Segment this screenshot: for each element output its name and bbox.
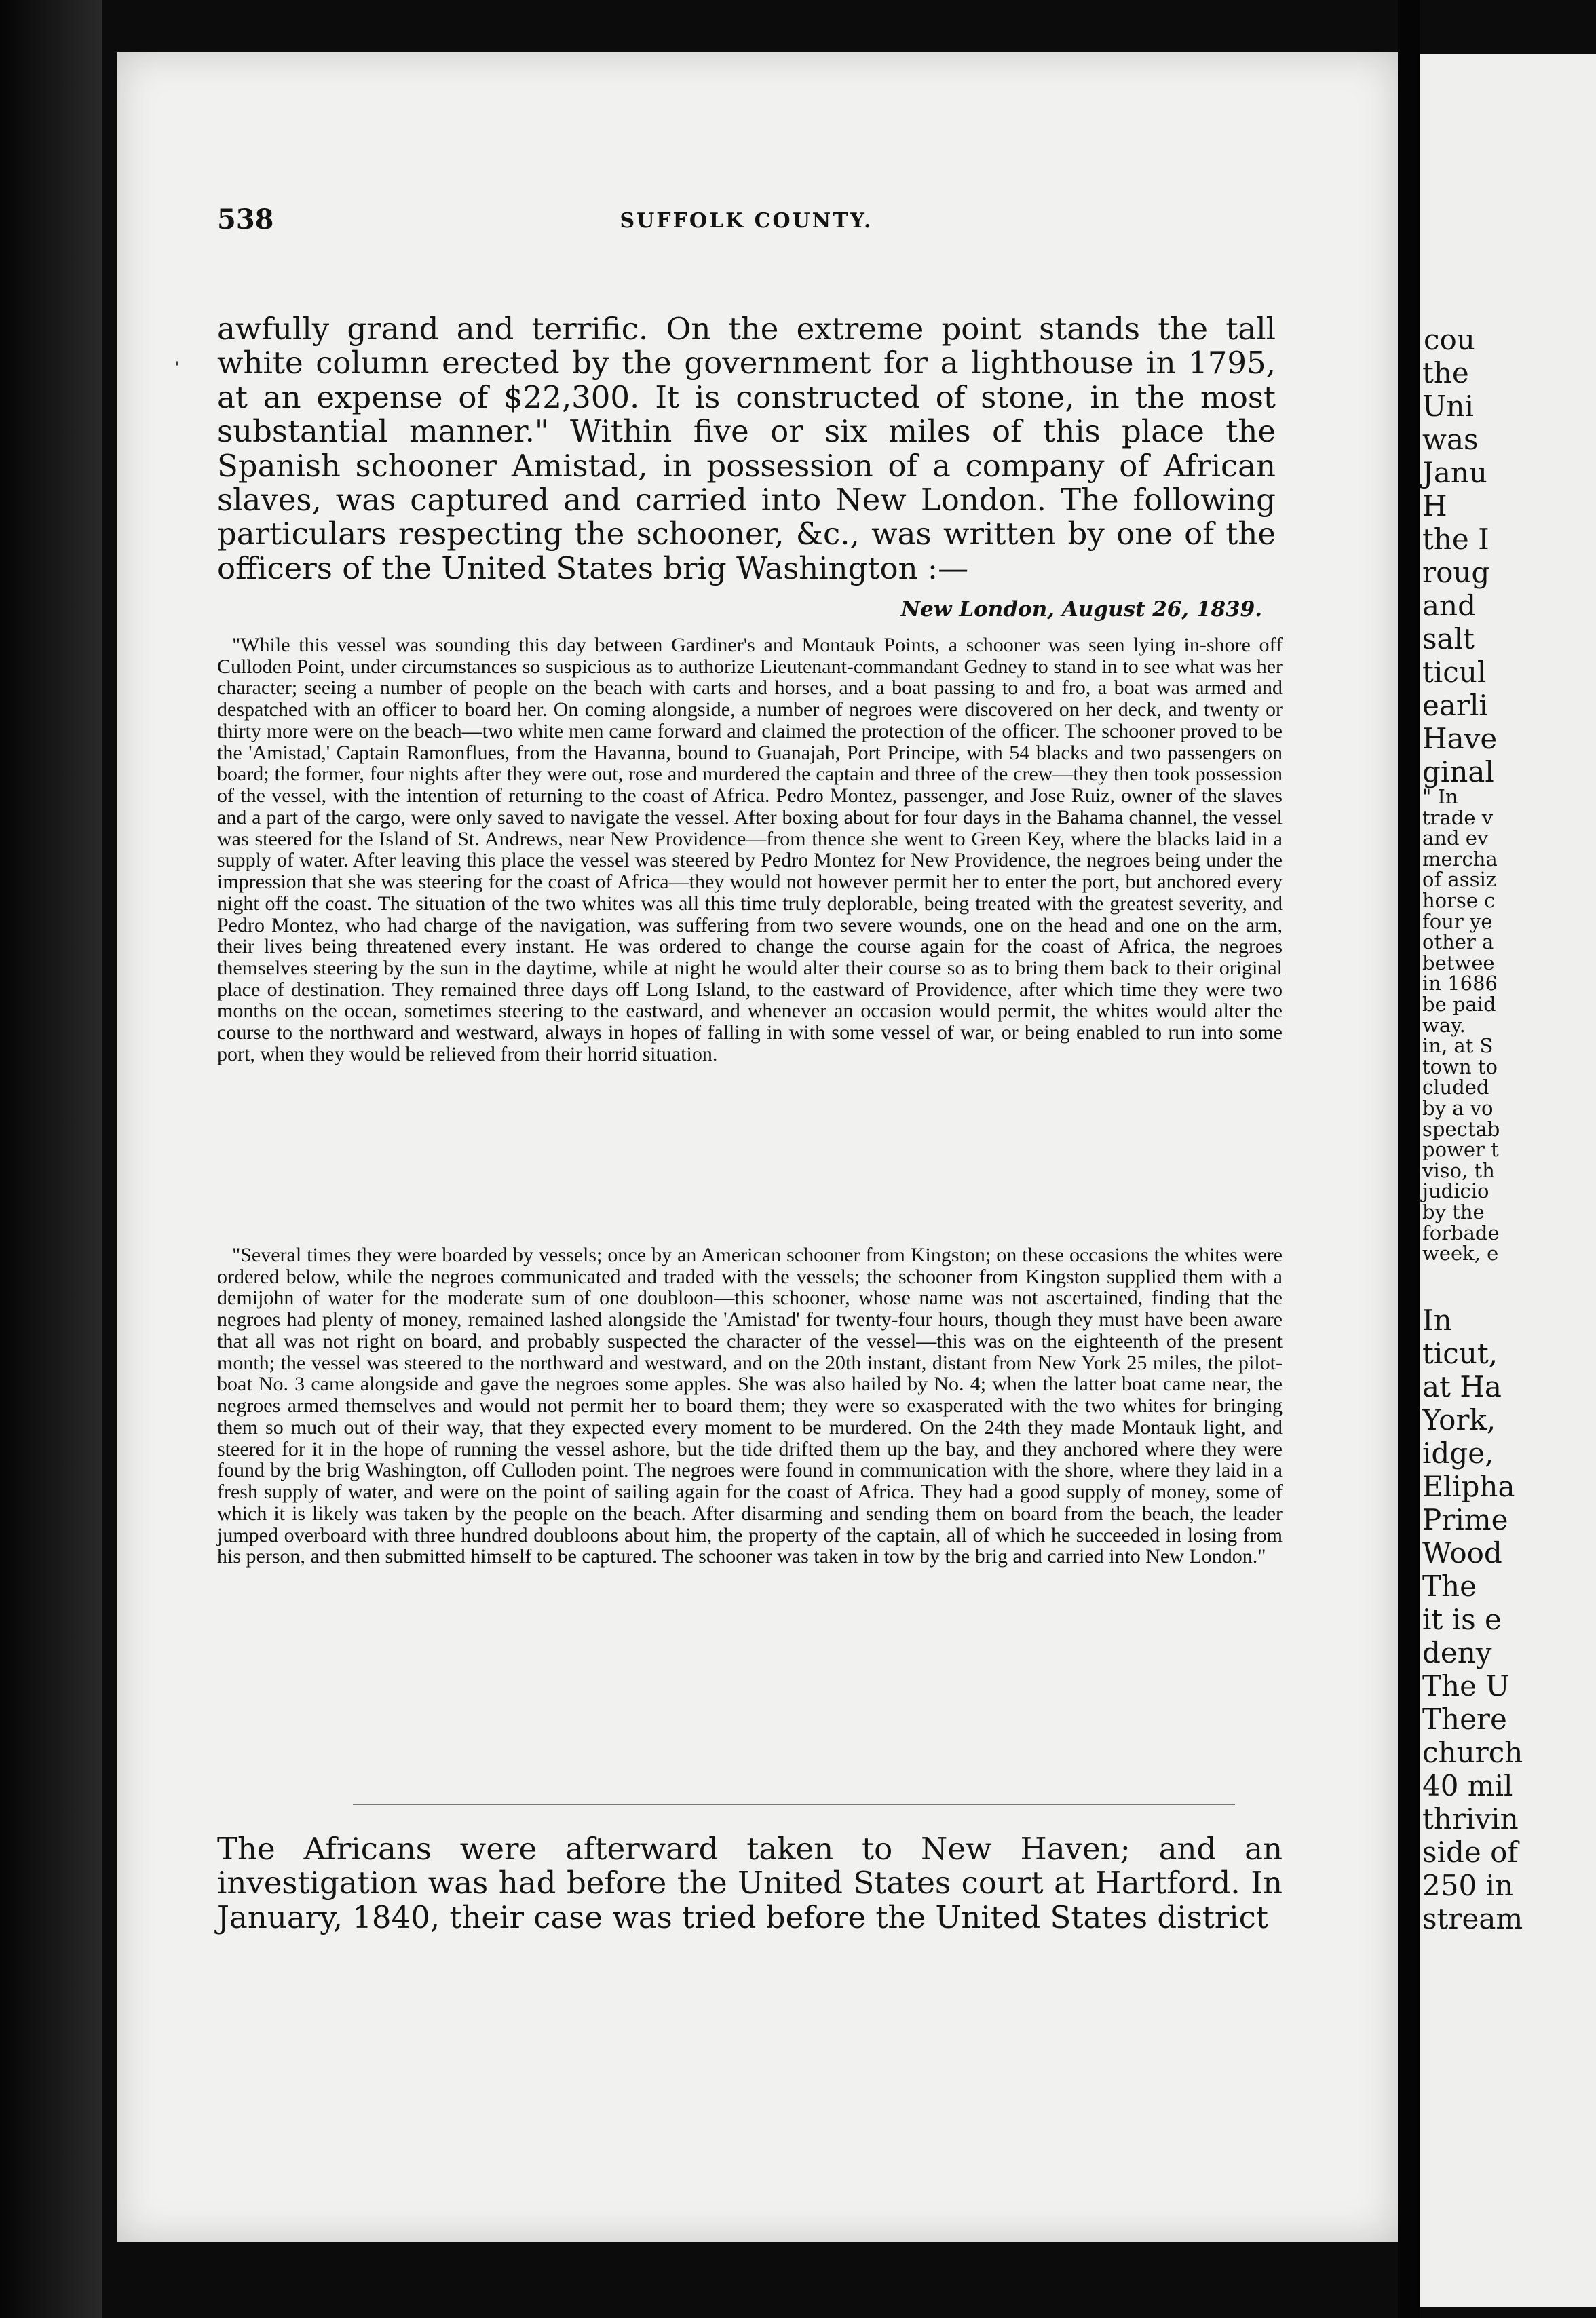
right-page-fragment: town to [1422, 1054, 1498, 1078]
running-head-title: SUFFOLK COUNTY. [620, 209, 873, 233]
right-page-fragment: There [1422, 1703, 1507, 1736]
right-page-fragment: H [1422, 489, 1447, 522]
right-page-fragment: forbade [1422, 1221, 1500, 1244]
right-page-fragment: spectab [1422, 1117, 1500, 1141]
right-page-fragment: the I [1422, 522, 1489, 556]
right-page-fragment: Elipha [1422, 1470, 1515, 1503]
book-gutter [1398, 0, 1420, 2318]
right-page-fragment: in, at S [1422, 1034, 1494, 1058]
right-page-fragment: 40 mil [1422, 1769, 1513, 1802]
right-page-fragment: be paid [1422, 993, 1496, 1016]
quote-paragraph-2: "Several times they were boarded by vessels; once by an American schooner from Kingston; on these occasions the whites were ordered below, while the negroes communicated and traded with the vessels; the schooner from Kingston supplied them with a demijohn of water for the moderate sum of one doubloon—this schooner, whose name was not ascertained, finding that the negroes had plenty of money, remained lashed alongside the 'Amistad' for twenty-four hours, though they must have been aware that all was not right on board, and probably suspected the character of the vessel—this was on the eighteenth of the present month; the vessel was steered to the northward and westward, and on the 20th instant, distant from New York 25 miles, the pilot-boat No. 3 came alongside and gave the negroes some apples. She was also hailed by No. 4; when the latter boat came near, the negroes armed themselves and would not permit her to board them; they were so exasperated with the two whites for bringing them so much out of their way, that they expected every moment to be murdered. On the 24th they made Montauk light, and steered for it in the hope of running the vessel ashore, but the tide drifted them up the bay, and they anchored where they were found by the brig Washington, off Culloden point. The negroes were found in communication with the shore, where they laid in a fresh supply of water, and were on the point of sailing again for the coast of Africa. They had a good supply of money, some of which it is likely was taken by the people on the beach. After disarming and sending them on board from the beach, the leader jumped overboard with three hundred doubloons about him, the property of the captain, all of which he succeeded in losing from his person, and then submitted himself to be captured. The schooner was taken in tow by the brig and carried into New London." [217, 1244, 1282, 1568]
right-page-fragment: idge, [1422, 1437, 1494, 1470]
right-page-fragment: church [1422, 1736, 1523, 1769]
right-page-fragment: salt [1422, 622, 1475, 656]
running-head [217, 204, 1276, 244]
right-page-fragment: The U [1422, 1669, 1510, 1703]
right-page-fragment: at Ha [1422, 1370, 1502, 1403]
right-page-fragment: of assiz [1422, 868, 1497, 892]
margin-mark: ' [175, 360, 180, 377]
right-page-fragment: 250 in [1422, 1869, 1513, 1902]
right-page-fragment: was [1422, 423, 1479, 456]
right-page-fragment: it is e [1422, 1603, 1502, 1636]
right-page-fragment: horse c [1422, 889, 1496, 912]
right-page-fragment: In [1422, 1304, 1452, 1337]
right-page-fragment: Janu [1422, 456, 1487, 489]
right-page-fragment: Uni [1422, 390, 1474, 423]
right-page-fragment: four ye [1422, 909, 1493, 933]
right-page-fragment: " In [1422, 785, 1458, 808]
right-page-fragment: deny [1422, 1636, 1492, 1669]
right-page-fragment: betwee [1422, 951, 1495, 974]
right-page-fragment: power t [1422, 1138, 1499, 1162]
right-page-fragment: by a vo [1422, 1097, 1494, 1120]
right-page [1420, 54, 1596, 2307]
intro-paragraph: awfully grand and terrific. On the extreme point stands the tall white column erected by the government for a lighthouse in 1795, at an expense of $22,300. It is constructed of stone, in the most substantial manner." Within five or six miles of this place the Spanish schooner Amistad, in possession of a company of African slaves, was captured and carried into New London. The following particulars respecting the schooner, &c., was written by one of the officers of the United States brig Washington :— [217, 311, 1276, 586]
right-page-fragment: thrivin [1422, 1802, 1519, 1836]
right-page-fragment: roug [1422, 556, 1490, 589]
right-page-fragment: ginal [1422, 755, 1494, 788]
right-page-fragment: viso, th [1422, 1158, 1495, 1182]
right-page-fragment: Prime [1422, 1503, 1508, 1536]
dateline: New London, August 26, 1839. [900, 597, 1262, 622]
right-page-fragment: ticut, [1422, 1337, 1498, 1370]
right-page-fragment: stream [1422, 1902, 1523, 1935]
right-page-column [1420, 54, 1596, 2307]
right-page-fragment: and ev [1422, 826, 1489, 850]
right-page-fragment: earli [1422, 689, 1488, 722]
right-page-fragment: in 1686 [1422, 972, 1498, 995]
right-page-fragment: ticul [1422, 656, 1487, 689]
closing-paragraph: The Africans were afterward taken to New Haven; and an investigation was had before the United States court at Hartford. In January, 1840, their case was tried before the United States district [217, 1831, 1282, 1935]
right-page-fragment: York, [1422, 1403, 1496, 1437]
scan-dark-edge [0, 0, 102, 2318]
right-page-fragment: mercha [1422, 847, 1498, 871]
right-page-fragment: Wood [1422, 1536, 1502, 1570]
right-page-fragment: Have [1422, 722, 1498, 755]
page-number: 538 [217, 204, 274, 235]
section-rule [353, 1804, 1235, 1805]
right-page-fragment: trade v [1422, 805, 1494, 829]
right-page-fragment: way. [1422, 1013, 1466, 1037]
right-page-fragment: other a [1422, 930, 1494, 954]
right-page-fragment: judicio [1422, 1179, 1489, 1203]
right-page-fragment: by the [1422, 1200, 1485, 1223]
right-page-fragment: The [1422, 1570, 1477, 1603]
right-page-fragment: and [1422, 589, 1476, 622]
right-page-fragment: cluded [1422, 1076, 1489, 1099]
right-page-fragment: side of [1422, 1836, 1518, 1869]
right-page-fragment: week, e [1422, 1242, 1499, 1266]
right-page-fragment: cou [1424, 323, 1475, 356]
quote-paragraph-1: "While this vessel was sounding this day between Gardiner's and Montauk Points, a schooner was seen lying in-shore off Culloden Point, under circumstances so suspicious as to authorize Lieutenant-commandant Gedney to stand in to see what was her character; seeing a number of people on the beach with carts and horses, and a boat passing to and fro, a boat was armed and despatched with an officer to board her. On coming alongside, a number of negroes were discovered on her deck, and twenty or thirty more were on the beach—two white men came forward and claimed the protection of the officer. The schooner proved to be the 'Amistad,' Captain Ramonflues, from the Havanna, bound to Guanajah, Port Principe, with 54 blacks and two passengers on board; the former, four nights after they were out, rose and murdered the captain and three of the crew—they then took possession of the vessel, with the intention of returning to the coast of Africa. Pedro Montez, passenger, and Jose Ruiz, owner of the slaves and a part of the cargo, were only saved to navigate the vessel. After boxing about for four days in the Bahama channel, the vessel was steered for the Island of St. Andrews, near New Providence—from thence she went to Green Key, where the blacks laid in a supply of water. After leaving this place the vessel was steered by Pedro Montez for New Providence, the negroes being under the impression that she was steering for the coast of Africa—they would not however permit her to enter the port, but anchored every night off the coast. The situation of the two whites was all this time truly deplorable, being treated with the greatest severity, and Pedro Montez, who had charge of the navigation, was suffering from two severe wounds, one on the head and one on the arm, their lives being threatened every instant. He was ordered to change the course again for the coast of Africa, the negroes themselves steering by the sun in the daytime, while at night he would alter their course so as to bring them back to their original place of destination. They remained three days off Long Island, to the eastward of Providence, after which time they were two months on the ocean, sometimes steering to the eastward, and whenever an occasion would permit, the whites would alter the course to the northward and westward, always in hopes of falling in with some vessel of war, or being enabled to run into some port, when they would be relieved from their horrid situation. [217, 634, 1282, 1065]
right-page-fragment: the [1422, 356, 1469, 390]
